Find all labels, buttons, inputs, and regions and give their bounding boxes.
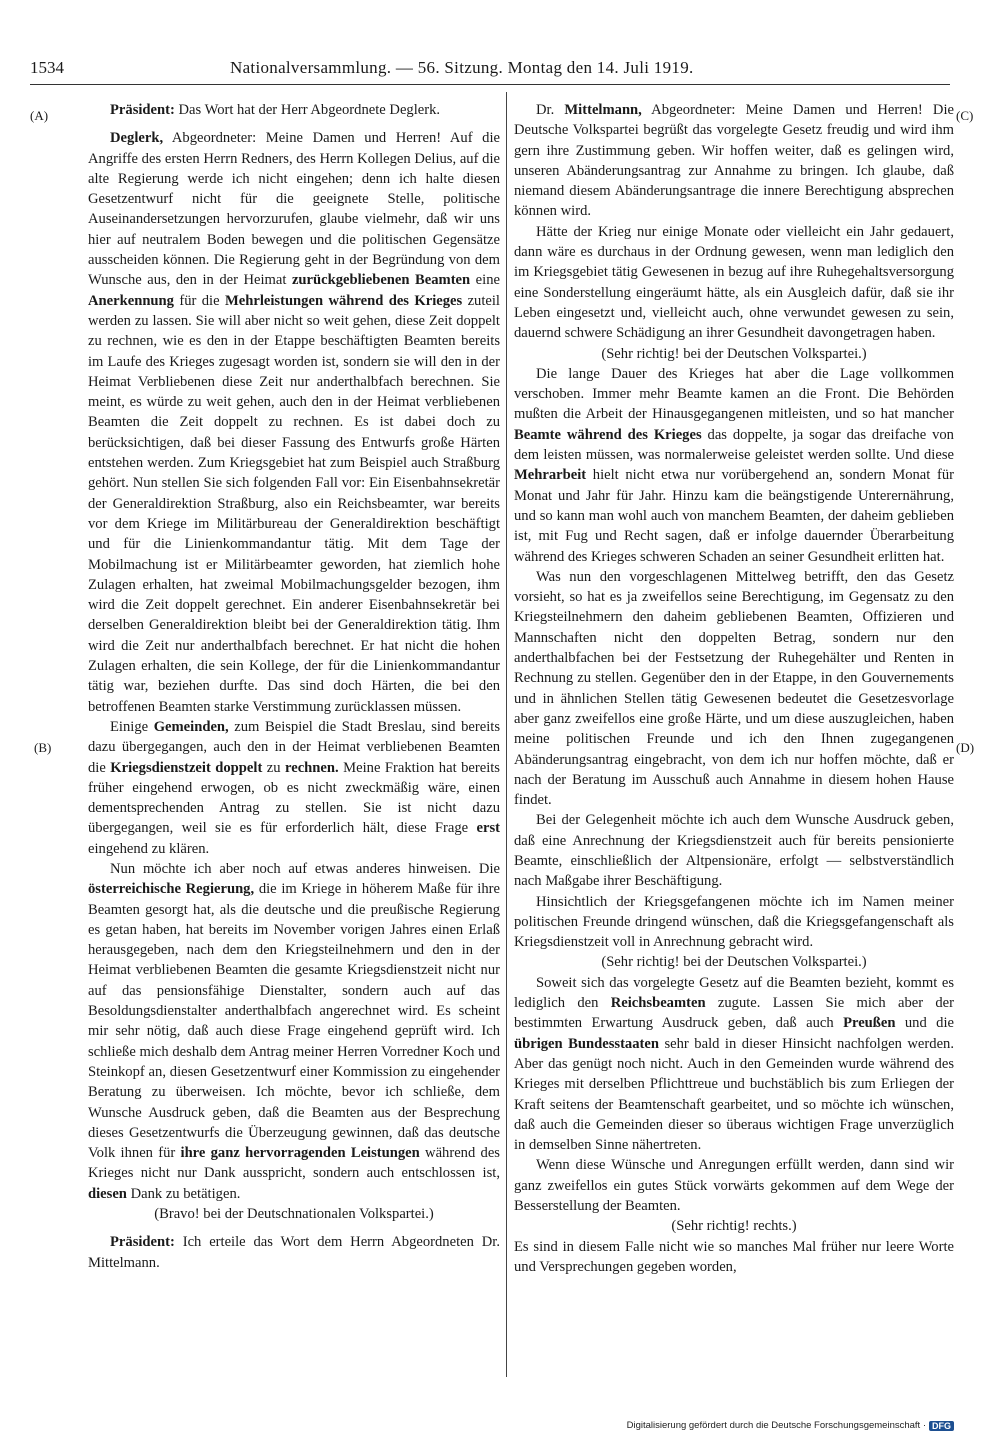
text: (Sehr richtig! bei der Deutschen Volkspartei.) (601, 345, 867, 362)
bold-text: Präsident: (110, 102, 175, 118)
text: Dr. (536, 102, 565, 118)
bold-text: Präsident: (110, 1234, 175, 1251)
paragraph (514, 567, 954, 811)
paragraph (88, 128, 500, 717)
text: eingehend zu klären. (88, 840, 210, 857)
bold-text: rechnen. (285, 759, 339, 776)
text: zugute. Lassen Sie mich aber der bestimmten Erwartung Ausdruck geben, daß auch (514, 995, 954, 1032)
text: Hätte der Krieg nur einige Monate oder vielleicht ein Jahr gedauert, dann wäre es durchaus in der Ordnung gewesen, wenn man lediglich den im Kriegsgebiet tätig Gewesenen in bezug auf ihre Ruhegehaltsversorgung eine Sonderstellung eingeräumt hätte, als ein Ausgleich dafür, daß sie ihr Leben eingesetzt und, vielleicht auch, ohne verwundet gewesen zu sein, dauernd schwere Schädigung an ihrer Gesundheit davongetragen haben. (514, 223, 954, 342)
bold-text: Preußen (843, 1015, 896, 1032)
paragraph (88, 717, 500, 859)
text: Soweit sich das vorgelegte Gesetz auf die Beamten bezieht, kommt es lediglich den (514, 974, 954, 1012)
text: Ich erteile das Wort dem Herrn Abgeordneten Dr. Mittelmann. (88, 1234, 500, 1271)
paragraph (514, 810, 954, 891)
text: Meine Fraktion hat bereits früher eingehend erwogen, ob es nicht zweckmäßig wäre, einen dementsprechenden Antrag zu stellen. Sie ist nicht dazu übergegangen, weil sie es für erforderlich hält, diese Frage (88, 759, 500, 837)
paragraph (514, 1237, 954, 1278)
text: Das Wort hat der Herr Abgeordnete Deglerk. (174, 102, 441, 118)
text: während des Krieges nicht nur Dank ausspricht, sondern auch entschlossen ist, (88, 1145, 500, 1182)
bold-text: diesen (88, 1185, 127, 1202)
column-divider (506, 92, 507, 1377)
header-divider (30, 84, 950, 85)
text: Bei der Gelegenheit möchte ich auch dem Wunsche Ausdruck geben, daß eine Anrechnung der Kriegsdienstzeit auch für bereits pensionierte Beamte, einschließlich der Altpensionäre, erfolgt — selbstverständlich nach Maßgabe ihrer Beschäftigung. (514, 812, 954, 890)
paragraph (514, 100, 954, 222)
bold-text: Anerkennung (88, 292, 174, 309)
paragraph (514, 973, 954, 1156)
text: Die lange Dauer des Krieges hat aber die Lage vollkommen verschoben. Immer mehr Beamte kamen an die Front. Die Behörden mußten die Arbeit der Hinausgegangenen mitleisten, und so hat mancher (514, 365, 954, 423)
text: (Sehr richtig! bei der Deutschen Volkspartei.) (601, 954, 867, 971)
text: die im Kriege in höherem Maße für ihre Beamten gesorgt hat, als die deutsche und die preußische Regierung es getan haben, hat bereits im November vorigen Jahres einen Erlaß herausgegeben, nach dem den Kriegsteilnehmern und den in der Heimat verbliebenen Beamten die gesamte Kriegsdienstzeit nicht nur auf das pensionsfähige Dienstalter, sondern auch auf das Besoldungsdienstalter anderthalbfach angerechnet wird. Es scheint mir sehr nötig, daß auch diese Frage eingehend geprüft wird. Ich schließe mich deshalb dem Antrag meiner Herren Vorredner Koch und Steinkopf an, diesen Gesetzentwurf einer Kommission zu eingehender Beratung zu überweisen. Ich möchte, bevor ich schließe, dem Wunsche Ausdruck geben, daß die Beamten aus der Besprechung dieses Gesetzentwurfs die Überzeugung gewinnen, daß das deutsche Volk ihnen für (88, 881, 500, 1162)
interjection (514, 952, 954, 972)
bold-text: erst (476, 820, 500, 837)
margin-marker-c: (C) (956, 108, 974, 123)
text: Es sind in diesem Falle nicht wie so manches Mal früher nur leere Worte und Versprechungen gegeben worden, (514, 1238, 954, 1275)
text: eine (470, 272, 500, 289)
bold-text: österreichische Regierung, (88, 881, 255, 898)
paragraph (514, 892, 954, 953)
margin-marker-a: (A) (30, 108, 49, 123)
bold-text: Mehrarbeit (514, 467, 587, 484)
text: hielt nicht etwa nur vorübergehend an, sondern Monat für Monat und Jahr für Jahr. Hinzu kam die beängstigende Unterernährung, und so kann man wohl auch von manchem Beamten, der daheim geblieben ist, mit Fug und Recht sagen, daß er infolge dauernder Überarbeitung während des Krieges schweren Schaden an seiner Gesundheit erlitten hat. (514, 467, 954, 565)
text: Abgeordneter: Meine Damen und Herren! Auf die Angriffe des ersten Herrn Redners, des Herrn Kollegen Delius, auf die alte Regierung werde ich nicht eingehen; denn ich halte diesen Gesetzentwurf nicht für die geeignete Stelle, politische Auseinandersetzungen hervorzurufen, glaube vielmehr, daß wir uns hier auf neutralem Boden bewegen und die politischen Gegensätze ausscheiden können. Die Regierung geht in der Begründung von dem Wunsche aus, den in der Heimat (88, 130, 500, 289)
text: zum Beispiel die Stadt Breslau, sind bereits dazu übergegangen, auch den in der Heimat verbliebenen Beamten die (88, 718, 501, 776)
text: (Sehr richtig! rechts.) (671, 1218, 797, 1235)
text: Abgeordneter: Meine Damen und Herren! Die Deutsche Volkspartei begrüßt das vorgelegte Gesetz freudig und wird ihm gern ihre Zustimmung geben. Wir hoffen weiter, daß es gelingen wird, unseren Abänderungsantrag zur Annahme zu bringen. Ich glaube, daß niemand diesem Abänderungsantrage die innere Berechtigung absprechen können wird. (514, 102, 954, 220)
interjection (88, 1204, 500, 1224)
bold-text: zurückgebliebenen Beamten (291, 272, 471, 289)
text: das doppelte, ja sogar das dreifache von dem leisten müssen, was normalerweise geleistet werden sollte. Und diese (514, 426, 954, 464)
text: Was nun den vorgeschlagenen Mittelweg betrifft, den das Gesetz vorsieht, so hat es ja zweifellos seine Berechtigung, im Gegensatz zu den Kriegsteilnehmern den daheim gebliebenen Beamten, Offizieren und Mannschaften nicht den doppelten Betrag, sondern nur den anderthalbfachen bei der Festsetzung der Ruhegehälter und Renten in Rechnung zu stellen. Gegenüber den in der Etappe, in den Gouvernements und in ähnlichen Stellen tätig Gewesenen bedeutet die Gesetzesvorlage aber ganz zweifellos eine große Härte, und um diese auszugleichen, haben meine politischen Freunde und ich den Ihnen zugegangenen Abänderungsantrag eingebracht, von dem ich nur hoffen möchte, daß er nach der Beratung im Ausschuß auch Annahme in diesem hohen Hause findet. (514, 568, 954, 809)
interjection (514, 344, 954, 364)
text: Wenn diese Wünsche und Anregungen erfüllt werden, dann sind wir ganz zweifellos ein gutes Stück vorwärts gekommen auf dem Wege der Besserstellung der Beamten. (514, 1157, 954, 1215)
text: (Bravo! bei der Deutschnationalen Volkspartei.) (154, 1206, 434, 1223)
margin-marker-d: (D) (956, 740, 975, 755)
interjection (514, 1216, 954, 1236)
paragraph (88, 100, 500, 120)
text: zu (262, 759, 286, 776)
text: für die (173, 292, 225, 309)
text: zuteil werden zu lassen. Sie will aber nicht so weit gehen, diese Zeit doppelt zu rechnen, wie es den in der Etappe beschäftigten Beamten bereits im Laufe des Krieges zugesagt worden ist, sondern sie will den in der Heimat Verbliebenen diese Zeit nur anderthalbfach berechnen. Sie meint, es würde zu weit gehen, auch den in der Heimat verbliebenen Beamten die Zeit doppelt zu rechnen. Es ist dabei doch zu berücksichtigen, daß bei dieser Fassung des Entwurfs große Härten entstehen werden. Zum Kriegsgebiet hat zum Beispiel auch Straßburg gehört. Nun stellen Sie sich folgenden Fall vor: Ein Eisenbahnsekretär der Generaldirektion Straßburg, also ein Reichsbeamter, war bereits vor dem Kriege im Militärbureau der Generaldirektion beschäftigt und für die Linienkommandantur tätig. Mit dem Tage der Mobilmachung ist er Militärbeamter geworden, hat ziemlich hohe Zulagen erhalten, hat zweimal Mobilmachungsgelder bezogen, ihm wird die Zeit doppelt gerechnet. Ein anderer Eisenbahnsekretär bei derselben Generaldirektion bleibt bei der Generaldirektion tätig. Ihm wird die Zeit nur anderthalbfach berechnet. Er hat nicht die hohen Zulagen erhalten, die sein Kollege, der für die Linienkommandantur tätig war, beziehen durfte. Das sind doch Härten, die bei den betroffenen Beamten starke Verstimmung zurücklassen müssen. (88, 292, 500, 715)
bold-text: Gemeinden, (153, 718, 229, 735)
bold-text: Mehrleistungen während des Krieges (224, 292, 463, 309)
text: Nun möchte ich aber noch auf etwas anderes hinweisen. Die (110, 860, 500, 877)
dfg-logo: DFG (929, 1421, 954, 1431)
text: Dank zu betätigen. (126, 1185, 241, 1202)
text: sehr bald in dieser Hinsicht nachfolgen werden. Aber das genügt noch nicht. Auch in den Gemeinden wurde während des Krieges mit derselben Pflichttreue und buchstäblich bis zum Erliegen der Kraft seitens der Beamtenschaft gearbeitet, und so möchte ich wünschen, daß auch die Gemeinden dieser so überaus wichtigen Frage unverzüglich in demselben Sinne nähertreten. (514, 1035, 954, 1154)
page-header (30, 58, 760, 82)
bold-text: übrigen Bundesstaaten (514, 1035, 659, 1052)
bold-text: Reichsbeamten (610, 995, 706, 1012)
paragraph (514, 222, 954, 344)
right-column (514, 100, 954, 1277)
running-title: Nationalversammlung. — 56. Sitzung. Montag den 14. Juli 1919. (230, 58, 694, 77)
paragraph (88, 859, 500, 1204)
page-number: 1534 (30, 58, 64, 77)
text: und die (895, 1015, 954, 1032)
footer (627, 1420, 954, 1431)
text: Hinsichtlich der Kriegsgefangenen möchte ich im Namen meiner politischen Freunde dringend wünschen, daß die Kriegsgefangenschaft als Kriegsdienstzeit voll in Anrechnung gebracht wird. (514, 893, 954, 951)
bold-text: ihre ganz hervorragenden Leistungen (180, 1145, 420, 1162)
paragraph (514, 1155, 954, 1216)
bold-text: Kriegsdienstzeit doppelt (110, 759, 263, 776)
funding-credit: Digitalisierung gefördert durch die Deutsche Forschungsgemeinschaft · (626, 1420, 926, 1431)
text: Einige (110, 718, 154, 735)
margin-marker-b: (B) (34, 740, 52, 755)
bold-text: Beamte während des Krieges (514, 426, 702, 443)
left-column (88, 100, 500, 1273)
bold-text: Deglerk, (110, 130, 164, 147)
paragraph (88, 1232, 500, 1273)
bold-text: Mittelmann, (564, 102, 642, 118)
paragraph (514, 364, 954, 567)
